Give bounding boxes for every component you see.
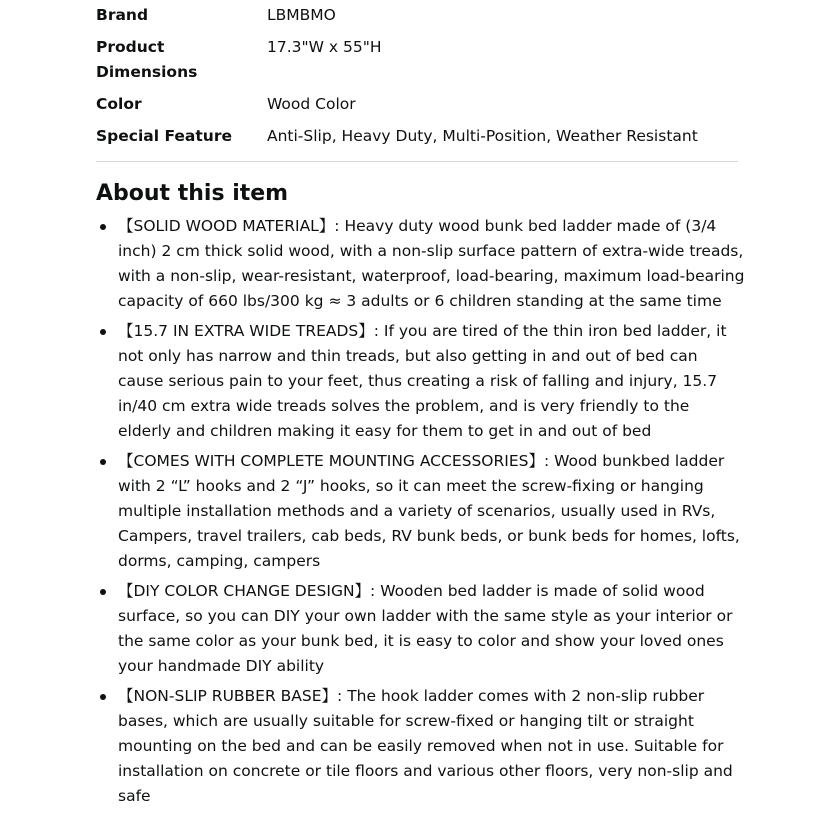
spec-value: Anti-Slip, Heavy Duty, Multi-Position, Weather Resistant bbox=[267, 127, 698, 145]
bullet-dot-icon bbox=[100, 224, 106, 230]
product-spec-table bbox=[96, 3, 738, 156]
bullet-dot-icon bbox=[100, 589, 106, 595]
about-this-item-heading: About this item bbox=[96, 181, 289, 206]
spec-row-special-feature bbox=[96, 124, 738, 149]
bullet-dot-icon bbox=[100, 694, 106, 700]
spec-label: Brand bbox=[96, 6, 149, 24]
spec-row-color bbox=[96, 92, 738, 117]
bullet-text: 【15.7 IN EXTRA WIDE TREADS】: If you are tired of the thin iron bed ladder, it not only has narrow and thin treads, but also getting in and out of bed can cause serious pain to your feet, thus creating a risk of falling and injury, 15.7 in/40 cm extra wide treads solves the problem, and is very friendly to the elderly and children making it easy for them to get in and out of bed bbox=[118, 322, 727, 440]
bullet-dot-icon bbox=[100, 329, 106, 335]
spec-label: Color bbox=[96, 95, 142, 113]
about-bullet-diy-color bbox=[96, 579, 746, 679]
about-bullet-list bbox=[96, 214, 746, 814]
spec-label: Special Feature bbox=[96, 127, 232, 145]
spec-label: Product Dimensions bbox=[96, 38, 198, 81]
bullet-text: 【NON-SLIP RUBBER BASE】: The hook ladder comes with 2 non-slip rubber bases, which are usually suitable for screw-fixed or hanging tilt or straight mounting on the bed and can be easily removed when not in use. Suitable for installation on concrete or tile floors and various other floors, very non-slip and safe bbox=[118, 687, 733, 805]
about-bullet-rubber-base bbox=[96, 684, 746, 809]
bullet-text: 【SOLID WOOD MATERIAL】: Heavy duty wood bunk bed ladder made of (3/4 inch) 2 cm thick solid wood, with a non-slip surface pattern of extra-wide treads, with a non-slip, wear-resistant, waterproof, load-bearing, maximum load-bearing capacity of 660 lbs/300 kg ≈ 3 adults or 6 children standing at the same time bbox=[118, 217, 745, 310]
spec-row-brand bbox=[96, 3, 738, 28]
spec-row-dimensions bbox=[96, 35, 738, 85]
bullet-text: 【DIY COLOR CHANGE DESIGN】: Wooden bed ladder is made of solid wood surface, so you can DIY your own ladder with the same style as your interior or the same color as your bunk bed, it is easy to color and show your loved ones your handmade DIY ability bbox=[118, 582, 733, 675]
section-divider bbox=[96, 161, 738, 162]
spec-value: LBMBMO bbox=[267, 6, 336, 24]
about-bullet-wide-treads bbox=[96, 319, 746, 444]
bullet-text: 【COMES WITH COMPLETE MOUNTING ACCESSORIES】: Wood bunkbed ladder with 2 “L” hooks and 2 “J” hooks, so it can meet the screw-fixing or hanging multiple installation methods and a variety of scenarios, usually used in RVs, Campers, travel trailers, cab beds, RV bunk beds, or bunk beds for homes, lofts, dorms, camping, campers bbox=[118, 452, 740, 570]
spec-value: Wood Color bbox=[267, 95, 356, 113]
about-bullet-mounting-accessories bbox=[96, 449, 746, 574]
spec-value: 17.3"W x 55"H bbox=[267, 38, 382, 56]
bullet-dot-icon bbox=[100, 459, 106, 465]
about-bullet-solid-wood bbox=[96, 214, 746, 314]
